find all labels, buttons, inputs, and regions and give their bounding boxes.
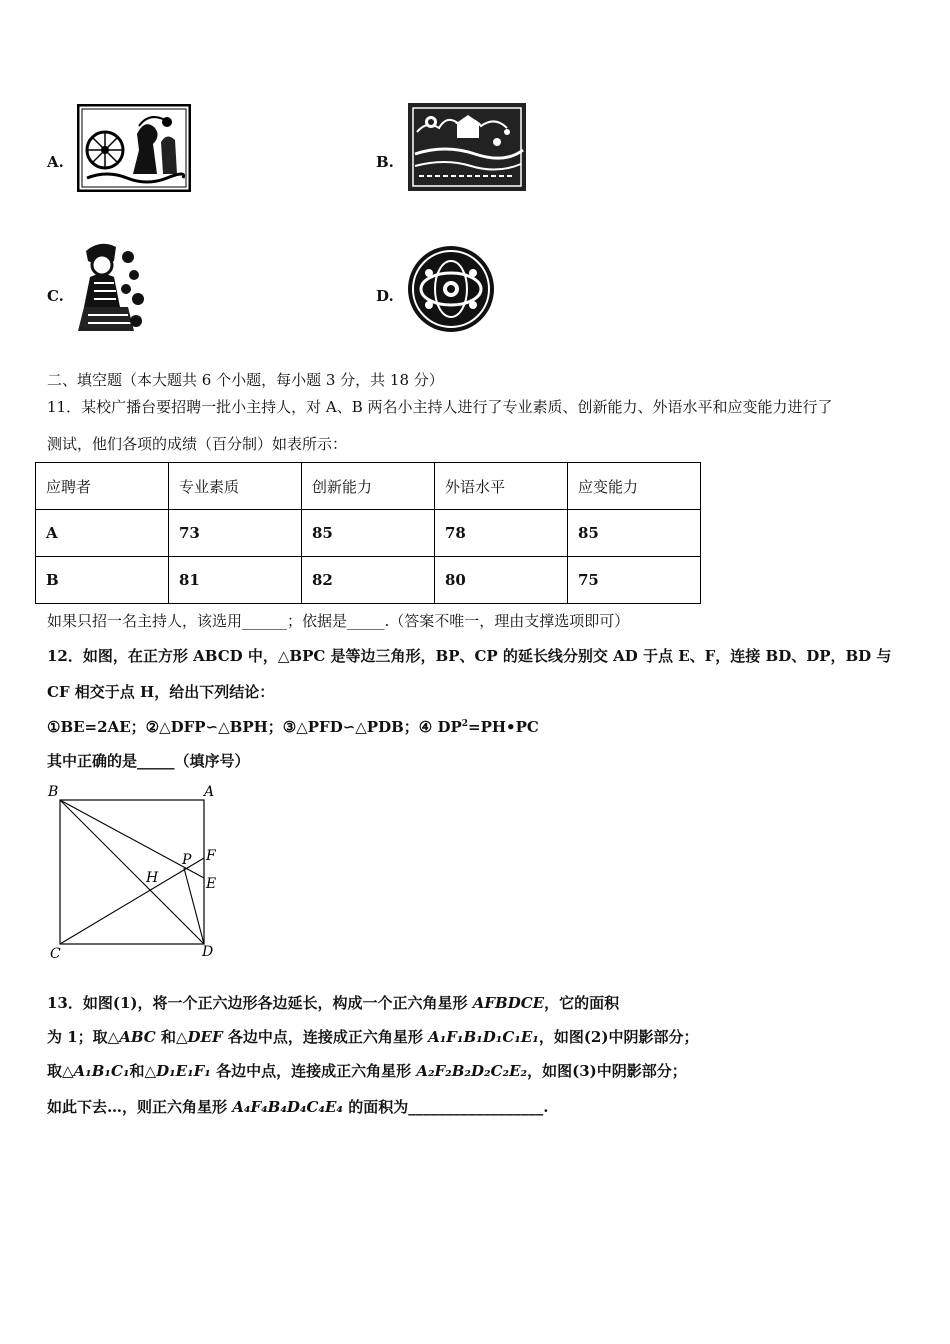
figure-label-b: B (48, 784, 59, 800)
figure-label-c: C (50, 946, 61, 960)
figure-label-a: A (204, 784, 215, 800)
table-cell: A (36, 510, 169, 557)
table-header-cell: 应聘者 (36, 463, 169, 510)
q11-stem-line-2: 测试，他们各项的成绩（百分制）如表所示： (47, 435, 348, 453)
q12-conclusions-end: =PH•PC (468, 718, 539, 736)
table-cell: 82 (301, 557, 434, 604)
q11-answer-text-c: .（答案不唯一，理由支撑选项即可） (384, 612, 630, 630)
table-cell: B (36, 557, 169, 604)
q13-star-name: A₁F₁B₁D₁C₁E₁ (428, 1028, 539, 1046)
q13-text: ，如图(2)中阴影部分； (538, 1028, 699, 1046)
q11-answer-text-a: 如果只招一名主持人，该选用 (47, 612, 243, 630)
q11-answer-line (47, 610, 629, 631)
table-row (36, 510, 701, 557)
q12-superscript: 2 (461, 719, 468, 729)
q12-stem-line-1: 12．如图，在正方形 ABCD 中，△BPC 是等边三角形，BP、CP 的延长线分别交 AD 于点 E、F，连接 BD、DP，BD 与 (47, 647, 892, 665)
figure-label-e: E (206, 876, 217, 892)
table-header-cell: 专业素质 (168, 463, 301, 510)
table-cell: 73 (168, 510, 301, 557)
q12-blank[interactable]: _____ (137, 752, 175, 770)
section-heading: 二、填空题（本大题共 6 个小题，每小题 3 分，共 18 分） (47, 371, 444, 389)
q12-geometry-figure (44, 780, 224, 960)
q13-text: 取△ (47, 1062, 74, 1080)
table-cell: 85 (567, 510, 700, 557)
table-cell: 80 (434, 557, 567, 604)
q13-star-name: AFBDCE (472, 994, 545, 1012)
q12-answer-line (47, 750, 250, 771)
paper-cut-round-pattern-icon (407, 245, 495, 333)
q13-text: 为 1；取△ (47, 1028, 120, 1046)
q13-stem-line-3 (47, 1060, 687, 1081)
q13-triangle-name: ABC (119, 1028, 156, 1046)
q11-answer-text-b: ；依据是 (287, 612, 348, 630)
option-b-label: B. (376, 153, 394, 171)
q11-stem-line-1: 11．某校广播台要招聘一批小主持人，对 A、B 两名小主持人进行了专业素质、创新能力、外语水平和应变能力进行了 (47, 398, 833, 416)
q13-text: 13．如图(1)，将一个正六边形各边延长，构成一个正六角星形 (47, 994, 473, 1012)
q13-triangle-name: D₁E₁F₁ (156, 1062, 211, 1080)
q12-conclusions-text: ①BE=2AE；②△DFP∽△BPH；③△PFD∽△PDB；④ DP (47, 718, 462, 736)
q12-conclusions (47, 716, 539, 737)
q13-triangle-name: DEF (187, 1028, 223, 1046)
paper-cut-landscape-icon (407, 102, 527, 192)
table-header-row (36, 463, 701, 510)
q13-text: 和△ (155, 1028, 188, 1046)
q13-star-name: A₂F₂B₂D₂C₂E₂ (416, 1062, 528, 1080)
q12-stem-line-2: CF 相交于点 H，给出下列结论： (47, 683, 275, 701)
q13-stem-line-1 (47, 992, 619, 1013)
paper-cut-spinning-woman-icon (77, 104, 191, 192)
table-header-cell: 应变能力 (567, 463, 700, 510)
option-d-label: D. (376, 287, 394, 305)
table-cell: 78 (434, 510, 567, 557)
figure-label-f: F (206, 848, 216, 864)
q13-stem-line-4 (47, 1096, 548, 1117)
q13-text: 和△ (129, 1062, 157, 1080)
figure-label-h: H (146, 870, 159, 886)
q13-text: ，它的面积 (544, 994, 620, 1012)
q13-text: 的面积为 (343, 1098, 409, 1116)
table-cell: 75 (567, 557, 700, 604)
q13-text: 各边中点，连接成正六角星形 (222, 1028, 429, 1046)
q12-answer-hint: （填序号） (174, 752, 250, 770)
table-cell: 85 (301, 510, 434, 557)
q11-blank-2[interactable]: _____ (347, 612, 385, 630)
figure-label-p: P (182, 852, 192, 868)
q13-stem-line-2 (47, 1026, 698, 1047)
q13-triangle-name: A₁B₁C₁ (73, 1062, 130, 1080)
table-header-cell: 创新能力 (301, 463, 434, 510)
paper-cut-figure-icon (76, 237, 148, 335)
table-row (36, 557, 701, 604)
option-c-label: C. (47, 287, 64, 305)
table-cell: 81 (168, 557, 301, 604)
score-table (35, 462, 701, 604)
q13-text: . (543, 1098, 549, 1116)
figure-label-d: D (202, 944, 214, 960)
q12-answer-text: 其中正确的是 (47, 752, 138, 770)
option-a-label: A. (47, 153, 64, 171)
q13-text: 如此下去…，则正六角星形 (47, 1098, 233, 1116)
q11-blank-1[interactable]: ______ (242, 612, 288, 630)
q13-blank[interactable]: __________________ (408, 1098, 544, 1116)
q13-text: 各边中点，连接成正六角星形 (210, 1062, 417, 1080)
q13-star-name: A₄F₄B₄D₄C₄E₄ (232, 1098, 343, 1116)
q13-text: ，如图(3)中阴影部分； (527, 1062, 687, 1080)
table-header-cell: 外语水平 (434, 463, 567, 510)
